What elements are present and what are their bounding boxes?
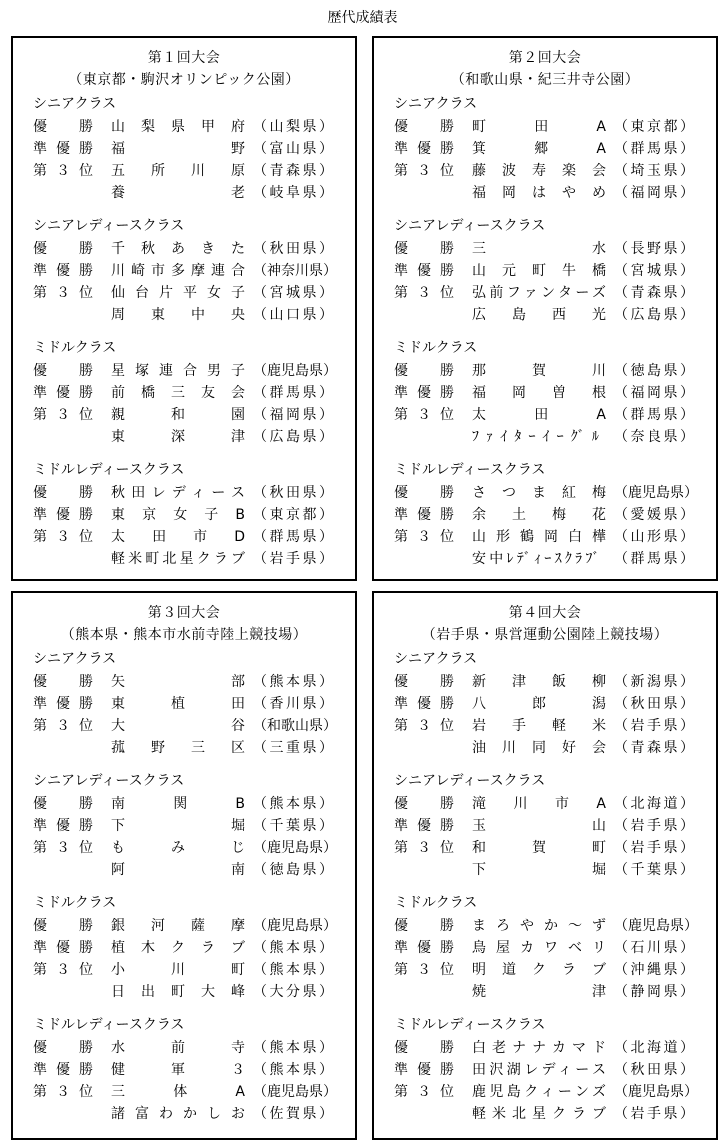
prefecture: （鹿児島県） (253, 363, 337, 379)
class-heading: ミドルレディースクラス (33, 1017, 185, 1033)
tournament-heading: 第４回大会 (508, 605, 582, 621)
result-row (394, 304, 694, 326)
result-row (394, 1103, 694, 1125)
rank-label: 第３位 (33, 529, 93, 545)
prefecture: （岩手県） (614, 718, 694, 734)
rank-label: 第３位 (394, 1084, 454, 1100)
rank-label: 第３位 (394, 840, 454, 856)
rank-label: 準優勝 (33, 940, 93, 956)
team-name: さつま紅梅 (472, 485, 606, 501)
prefecture: （群馬県） (614, 141, 694, 157)
rank-label: 準優勝 (33, 385, 93, 401)
class-heading: ミドルクラス (33, 340, 117, 356)
team-name: 町田A (472, 119, 606, 135)
result-row (394, 737, 694, 759)
result-row (33, 959, 333, 981)
result-row (33, 937, 333, 959)
rank-label: 第３位 (394, 529, 454, 545)
team-name: 明道クラブ (472, 962, 606, 978)
team-name: 秋田レディース (111, 485, 245, 501)
team-name: 山梨県甲府 (111, 119, 245, 135)
prefecture: （岩手県） (614, 840, 694, 856)
team-name: 鹿児島クィーンズ (472, 1084, 606, 1100)
prefecture: （長野県） (614, 241, 694, 257)
class-heading: ミドルレディースクラス (394, 1017, 546, 1033)
rank-label: 第３位 (33, 840, 93, 856)
result-row (394, 282, 694, 304)
team-name: 八郎潟 (472, 696, 606, 712)
team-name: 玉山 (472, 818, 606, 834)
result-row (394, 182, 694, 204)
rank-label: 優勝 (394, 485, 454, 501)
prefecture: （秋田県） (253, 485, 333, 501)
class-heading: シニアレディースクラス (394, 218, 546, 234)
prefecture: （熊本県） (253, 674, 333, 690)
team-name: 和賀町 (472, 840, 606, 856)
rank-label: 第３位 (33, 285, 93, 301)
team-name: 焼津 (472, 984, 606, 1000)
prefecture: （広島県） (253, 429, 333, 445)
class-heading: シニアクラス (33, 651, 117, 667)
result-row (33, 504, 333, 526)
team-name: 三体A (111, 1084, 245, 1100)
team-name: 太田A (472, 407, 606, 423)
team-name: 山形鶴岡白樺 (472, 529, 606, 545)
prefecture: （埼玉県） (614, 163, 694, 179)
prefecture: （和歌山県） (253, 718, 337, 734)
team-name: 三水 (472, 241, 606, 257)
prefecture: （秋田県） (253, 241, 333, 257)
rank-label: 第３位 (394, 962, 454, 978)
prefecture: （群馬県） (253, 529, 333, 545)
tournament-panel (11, 591, 357, 1140)
prefecture: （宮城県） (614, 263, 694, 279)
team-name: 植木クラブ (111, 940, 245, 956)
class-heading: シニアクラス (394, 651, 478, 667)
prefecture: （岐阜県） (253, 185, 333, 201)
result-row (33, 426, 333, 448)
team-name: 下堀 (111, 818, 245, 834)
prefecture: （青森県） (614, 740, 694, 756)
rank-label: 第３位 (394, 163, 454, 179)
team-name: 弘前ファンターズ (472, 285, 606, 301)
rank-label: 優勝 (394, 363, 454, 379)
rank-label: 優勝 (394, 119, 454, 135)
rank-label: 優勝 (394, 241, 454, 257)
team-name: 余土梅花 (472, 507, 606, 523)
team-name: 日出町大峰 (111, 984, 245, 1000)
rank-label: 優勝 (33, 241, 93, 257)
rank-label: 優勝 (394, 1040, 454, 1056)
prefecture: （熊本県） (253, 796, 333, 812)
prefecture: （富山県） (253, 141, 333, 157)
class-heading: シニアレディースクラス (33, 773, 185, 789)
team-name: 広島西光 (472, 307, 606, 323)
result-row (394, 526, 694, 548)
team-name: 東京女子B (111, 507, 245, 523)
prefecture: （千葉県） (614, 862, 694, 878)
prefecture: （新潟県） (614, 674, 694, 690)
rank-label: 第３位 (394, 407, 454, 423)
result-row (394, 382, 694, 404)
class-heading: ミドルクラス (33, 895, 117, 911)
team-name: 水前寺 (111, 1040, 245, 1056)
result-row (33, 548, 333, 570)
result-row (394, 260, 694, 282)
result-row (33, 404, 333, 426)
result-row (394, 160, 694, 182)
rank-label: 準優勝 (394, 507, 454, 523)
team-name: 諸富わかしお (111, 1106, 245, 1122)
prefecture: （群馬県） (253, 385, 333, 401)
result-row (394, 815, 694, 837)
team-name: ﾌｧｲﾀｰｲｰｸﾞﾙ (472, 429, 606, 445)
result-row (394, 1037, 694, 1059)
result-row (394, 915, 698, 937)
result-row (394, 837, 694, 859)
prefecture: （東京都） (614, 119, 694, 135)
prefecture: （鹿児島県） (253, 1084, 337, 1100)
result-row (33, 116, 333, 138)
class-heading: シニアレディースクラス (394, 773, 546, 789)
page-title: 歴代成績表 (327, 10, 398, 26)
rank-label: 第３位 (33, 962, 93, 978)
prefecture: （鹿児島県） (614, 485, 698, 501)
result-row (33, 715, 337, 737)
rank-label: 優勝 (33, 674, 93, 690)
rank-label: 準優勝 (394, 818, 454, 834)
team-name: 福岡曽根 (472, 385, 606, 401)
team-name: 福野 (111, 141, 245, 157)
team-name: 那賀川 (472, 363, 606, 379)
result-row (33, 1037, 333, 1059)
prefecture: （秋田県） (614, 1062, 694, 1078)
team-name: 矢部 (111, 674, 245, 690)
rank-label: 優勝 (33, 918, 93, 934)
prefecture: （群馬県） (614, 551, 694, 567)
result-row (394, 715, 694, 737)
team-name: 星塚連合男子 (111, 363, 245, 379)
team-name: 太田市D (111, 529, 245, 545)
prefecture: （秋田県） (614, 696, 694, 712)
team-name: 箕郷A (472, 141, 606, 157)
prefecture: （福岡県） (614, 185, 694, 201)
prefecture: （山形県） (614, 529, 694, 545)
prefecture: （愛媛県） (614, 507, 694, 523)
tournament-venue: （東京都・駒沢オリンピック公園） (68, 72, 300, 88)
rank-label: 準優勝 (394, 1062, 454, 1078)
prefecture: （群馬県） (614, 407, 694, 423)
prefecture: （北海道） (614, 796, 694, 812)
result-row (33, 693, 333, 715)
prefecture: （宮城県） (253, 285, 333, 301)
result-row (33, 260, 337, 282)
result-row (394, 959, 694, 981)
result-row (33, 182, 333, 204)
prefecture: （鹿児島県） (253, 918, 337, 934)
rank-label: 第３位 (394, 718, 454, 734)
prefecture: （熊本県） (253, 1062, 333, 1078)
rank-label: 第３位 (33, 163, 93, 179)
class-heading: ミドルレディースクラス (394, 462, 546, 478)
result-row (394, 238, 694, 260)
prefecture: （岩手県） (614, 818, 694, 834)
rank-label: 優勝 (33, 363, 93, 379)
rank-label: 準優勝 (33, 507, 93, 523)
team-name: 親和園 (111, 407, 245, 423)
tournament-heading: 第２回大会 (508, 50, 582, 66)
result-row (33, 671, 333, 693)
team-name: 下堀 (472, 862, 606, 878)
prefecture: （熊本県） (253, 940, 333, 956)
prefecture: （山口県） (253, 307, 333, 323)
result-row (33, 815, 333, 837)
prefecture: （東京都） (253, 507, 333, 523)
rank-label: 準優勝 (394, 263, 454, 279)
rank-label: 準優勝 (394, 940, 454, 956)
tournament-panel (372, 591, 718, 1140)
result-row (394, 116, 694, 138)
team-name: 小川町 (111, 962, 245, 978)
tournament-panel (11, 36, 357, 581)
rank-label: 第３位 (33, 718, 93, 734)
tournament-venue: （和歌山県・紀三井寺公園） (450, 72, 640, 88)
team-name: 安中ﾚﾃﾞｨｰｽｸﾗﾌﾞ (472, 551, 603, 567)
class-heading: ミドルクラス (394, 340, 478, 356)
team-name: もみじ (111, 840, 245, 856)
rank-label: 優勝 (394, 796, 454, 812)
rank-label: 準優勝 (33, 263, 93, 279)
class-heading: シニアレディースクラス (33, 218, 185, 234)
result-row (394, 504, 694, 526)
class-heading: ミドルクラス (394, 895, 478, 911)
tournament-venue: （熊本県・熊本市水前寺陸上競技場） (60, 627, 308, 643)
team-name: 鳥屋カワベリ (472, 940, 606, 956)
team-name: 前橋三友会 (111, 385, 245, 401)
result-row (33, 160, 333, 182)
rank-label: 準優勝 (33, 818, 93, 834)
class-heading: ミドルレディースクラス (33, 462, 185, 478)
team-name: 新津飯柳 (472, 674, 606, 690)
prefecture: （静岡県） (614, 984, 694, 1000)
result-row (33, 837, 337, 859)
team-name: 白老ナナカマド (472, 1040, 606, 1056)
result-row (394, 1081, 698, 1103)
result-row (394, 548, 694, 570)
tournament-heading: 第３回大会 (147, 605, 221, 621)
result-row (394, 793, 694, 815)
rank-label: 優勝 (394, 674, 454, 690)
team-name: 養老 (111, 185, 245, 201)
result-row (394, 404, 694, 426)
result-row (394, 426, 694, 448)
result-row (33, 382, 333, 404)
tournament-venue: （岩手県・県営運動公園陸上競技場） (421, 627, 669, 643)
rank-label: 優勝 (33, 796, 93, 812)
result-row (33, 138, 333, 160)
prefecture: （岩手県） (253, 551, 333, 567)
team-name: 南関B (111, 796, 245, 812)
result-row (394, 937, 694, 959)
rank-label: 優勝 (33, 1040, 93, 1056)
team-name: 阿南 (111, 862, 245, 878)
team-name: 千秋あきた (111, 241, 245, 257)
result-row (394, 859, 694, 881)
rank-label: 第３位 (394, 285, 454, 301)
class-heading: シニアクラス (33, 96, 117, 112)
prefecture: （鹿児島県） (614, 1084, 698, 1100)
rank-label: 第３位 (33, 407, 93, 423)
prefecture: （徳島県） (614, 363, 694, 379)
team-name: 五所川原 (111, 163, 245, 179)
team-name: 健軍３ (111, 1062, 245, 1078)
result-row (33, 981, 333, 1003)
team-name: 軽米北星クラブ (472, 1106, 606, 1122)
tournament-heading: 第１回大会 (147, 50, 221, 66)
result-row (394, 671, 694, 693)
prefecture: （千葉県） (253, 818, 333, 834)
result-row (33, 526, 333, 548)
rank-label: 準優勝 (394, 696, 454, 712)
prefecture: （神奈川県） (253, 263, 337, 279)
prefecture: （福岡県） (253, 407, 333, 423)
rank-label: 優勝 (33, 119, 93, 135)
team-name: 滝川市A (472, 796, 606, 812)
prefecture: （青森県） (253, 163, 333, 179)
team-name: 菰野三区 (111, 740, 245, 756)
result-row (33, 915, 337, 937)
prefecture: （香川県） (253, 696, 333, 712)
team-name: 福岡はやめ (472, 185, 606, 201)
rank-label: 優勝 (33, 485, 93, 501)
prefecture: （山梨県） (253, 119, 333, 135)
team-name: 東植田 (111, 696, 245, 712)
team-name: 周東中央 (111, 307, 245, 323)
result-row (33, 360, 337, 382)
prefecture: （徳島県） (253, 862, 333, 878)
prefecture: （沖縄県） (614, 962, 694, 978)
prefecture: （青森県） (614, 285, 694, 301)
prefecture: （北海道） (614, 1040, 694, 1056)
prefecture: （佐賀県） (253, 1106, 333, 1122)
result-row (394, 360, 694, 382)
rank-label: 第３位 (33, 1084, 93, 1100)
team-name: 軽米町北星クラブ (111, 551, 245, 567)
result-row (394, 482, 698, 504)
prefecture: （福岡県） (614, 385, 694, 401)
team-name: 大谷 (111, 718, 245, 734)
rank-label: 準優勝 (33, 1062, 93, 1078)
result-row (33, 859, 333, 881)
team-name: まろやか～ず (472, 918, 606, 934)
team-name: 銀河薩摩 (111, 918, 245, 934)
result-row (33, 304, 333, 326)
prefecture: （三重県） (253, 740, 333, 756)
rank-label: 準優勝 (33, 141, 93, 157)
team-name: 藤波寿楽会 (472, 163, 606, 179)
team-name: 山元町牛橋 (472, 263, 606, 279)
result-row (33, 1059, 333, 1081)
prefecture: （大分県） (253, 984, 333, 1000)
class-heading: シニアクラス (394, 96, 478, 112)
result-row (33, 737, 333, 759)
rank-label: 優勝 (394, 918, 454, 934)
result-row (33, 1081, 337, 1103)
prefecture: （岩手県） (614, 1106, 694, 1122)
prefecture: （熊本県） (253, 962, 333, 978)
result-row (394, 1059, 694, 1081)
result-row (33, 793, 333, 815)
prefecture: （鹿児島県） (253, 840, 337, 856)
team-name: 川崎市多摩連合 (111, 263, 245, 279)
tournament-panel (372, 36, 718, 581)
result-row (394, 693, 694, 715)
result-row (33, 482, 333, 504)
team-name: 田沢湖レディース (472, 1062, 606, 1078)
team-name: 東深津 (111, 429, 245, 445)
result-row (394, 138, 694, 160)
rank-label: 準優勝 (394, 141, 454, 157)
result-row (394, 981, 694, 1003)
result-row (33, 1103, 333, 1125)
result-row (33, 282, 333, 304)
team-name: 岩手軽米 (472, 718, 606, 734)
prefecture: （奈良県） (614, 429, 694, 445)
team-name: 油川同好会 (472, 740, 606, 756)
rank-label: 準優勝 (394, 385, 454, 401)
prefecture: （石川県） (614, 940, 694, 956)
team-name: 仙台片平女子 (111, 285, 245, 301)
prefecture: （熊本県） (253, 1040, 333, 1056)
prefecture: （広島県） (614, 307, 694, 323)
result-row (33, 238, 333, 260)
prefecture: （鹿児島県） (614, 918, 698, 934)
rank-label: 準優勝 (33, 696, 93, 712)
